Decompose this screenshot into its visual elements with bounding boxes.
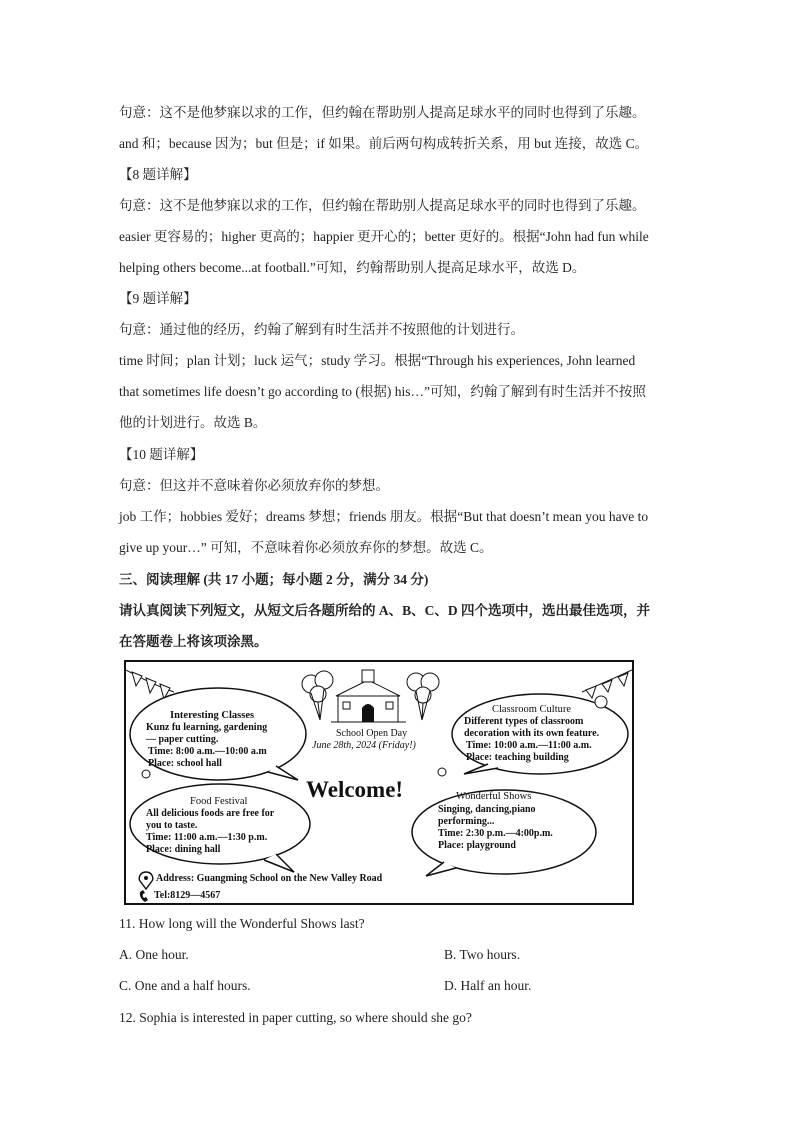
classroom-culture-place: Place: teaching building — [466, 752, 569, 763]
flower-icon — [595, 696, 607, 708]
interesting-classes-text: — paper cutting. — [146, 734, 219, 745]
food-festival-time: Time: 11:00 a.m.—1:30 p.m. — [146, 832, 268, 843]
explanation-line: and 和；because 因为；but 但是；if 如果。前后两句构成转折关系，用 but 连接，故选 C。 — [119, 136, 649, 151]
phone-icon — [140, 890, 148, 902]
classroom-culture-title: Classroom Culture — [492, 704, 572, 715]
explanation-line: 句意：但这并不意味着你必须放弃你的梦想。 — [119, 478, 389, 493]
explanation-line: 他的计划进行。故选 B。 — [119, 415, 267, 430]
explanation-line: helping others become...at football.”可知，约翰帮助别人提高足球水平，故选 D。 — [119, 260, 586, 275]
classroom-culture-text: decoration with its own feature. — [464, 728, 600, 739]
explanation-line: easier 更容易的；higher 更高的；happier 更开心的；better 更好的。根据“John had fun while — [119, 229, 649, 244]
explanation-line: time 时间；plan 计划；luck 运气；study 学习。根据“Through his experiences, John learned — [119, 353, 636, 368]
question-11-stem: 11. How long will the Wonderful Shows last? — [119, 916, 365, 931]
q11-option-b[interactable]: B. Two hours. — [444, 947, 521, 962]
explanation-line: 句意：这不是他梦寐以求的工作，但约翰在帮助别人提高足球水平的同时也得到了乐趣。 — [119, 198, 646, 213]
school-building-icon — [331, 670, 406, 722]
food-festival-text: All delicious foods are free for — [146, 808, 275, 819]
q11-option-d[interactable]: D. Half an hour. — [444, 978, 532, 993]
instruction: 请认真阅读下列短文，从短文后各题所给的 A、B、C、D 四个选项中，选出最佳选项，并 — [119, 603, 651, 618]
question-heading-9: 【9 题详解】 — [119, 291, 197, 306]
instruction: 在答题卷上将该项涂黑。 — [119, 634, 268, 649]
open-day-date: June 28th, 2024 (Friday!) — [312, 740, 416, 751]
wonderful-shows-text: performing... — [438, 816, 495, 827]
open-day-title: School Open Day — [336, 728, 408, 739]
location-pin-icon — [139, 872, 153, 889]
explanation-line: job 工作；hobbies 爱好；dreams 梦想；friends 朋友。根据“But that doesn’t mean you have to — [119, 509, 649, 524]
bunting-flag — [586, 686, 596, 698]
flower-icon — [438, 768, 446, 776]
food-festival-title: Food Festival — [190, 796, 248, 807]
q11-option-a[interactable]: A. One hour. — [119, 947, 189, 962]
classroom-culture-text: Different types of classroom — [464, 716, 584, 727]
explanation-line: 句意：通过他的经历，约翰了解到有时生活并不按照他的计划进行。 — [119, 322, 524, 337]
welcome-banner: Welcome! — [306, 777, 404, 802]
wonderful-shows-text: Singing, dancing,piano — [438, 804, 536, 815]
q11-option-c[interactable]: C. One and a half hours. — [119, 978, 251, 993]
interesting-classes-text: Kunz fu learning, gardening — [146, 722, 268, 733]
interesting-classes-title: Interesting Classes — [170, 710, 255, 721]
question-heading-10: 【10 题详解】 — [119, 447, 204, 462]
wonderful-shows-place: Place: playground — [438, 840, 516, 851]
classroom-culture-time: Time: 10:00 a.m.—11:00 a.m. — [466, 740, 592, 751]
explanation-line: give up your…” 可知，不意味着你必须放弃你的梦想。故选 C。 — [119, 540, 493, 555]
wonderful-shows-time: Time: 2:30 p.m.—4:00p.m. — [438, 828, 553, 839]
bunting-flag — [132, 672, 142, 686]
question-heading-8: 【8 题详解】 — [119, 167, 197, 182]
interesting-classes-time: Time: 8:00 a.m.—10:00 a.m — [148, 746, 267, 757]
open-day-poster — [124, 660, 634, 905]
interesting-classes-place: Place: school hall — [148, 758, 222, 769]
address: Address: Guangming School on the New Valley Road — [156, 873, 383, 884]
flower-icon — [142, 770, 150, 778]
bunting-flag — [618, 673, 628, 686]
wonderful-shows-title: Wonderful Shows — [456, 791, 532, 802]
food-festival-place: Place: dining hall — [146, 844, 221, 855]
explanation-line: 句意：这不是他梦寐以求的工作，但约翰在帮助别人提高足球水平的同时也得到了乐趣。 — [119, 105, 646, 120]
question-12-stem: 12. Sophia is interested in paper cutting, so where should she go? — [119, 1010, 472, 1025]
telephone: Tel:8129—4567 — [154, 890, 221, 901]
explanation-line: that sometimes life doesn’t go according to (根据) his…”可知，约翰了解到有时生活并不按照 — [119, 384, 646, 399]
section-title: 三、阅读理解 (共 17 小题；每小题 2 分，满分 34 分) — [119, 572, 429, 587]
food-festival-text: you to taste. — [146, 820, 198, 831]
bunting-flag — [602, 680, 612, 692]
bunting-flag — [146, 678, 156, 693]
